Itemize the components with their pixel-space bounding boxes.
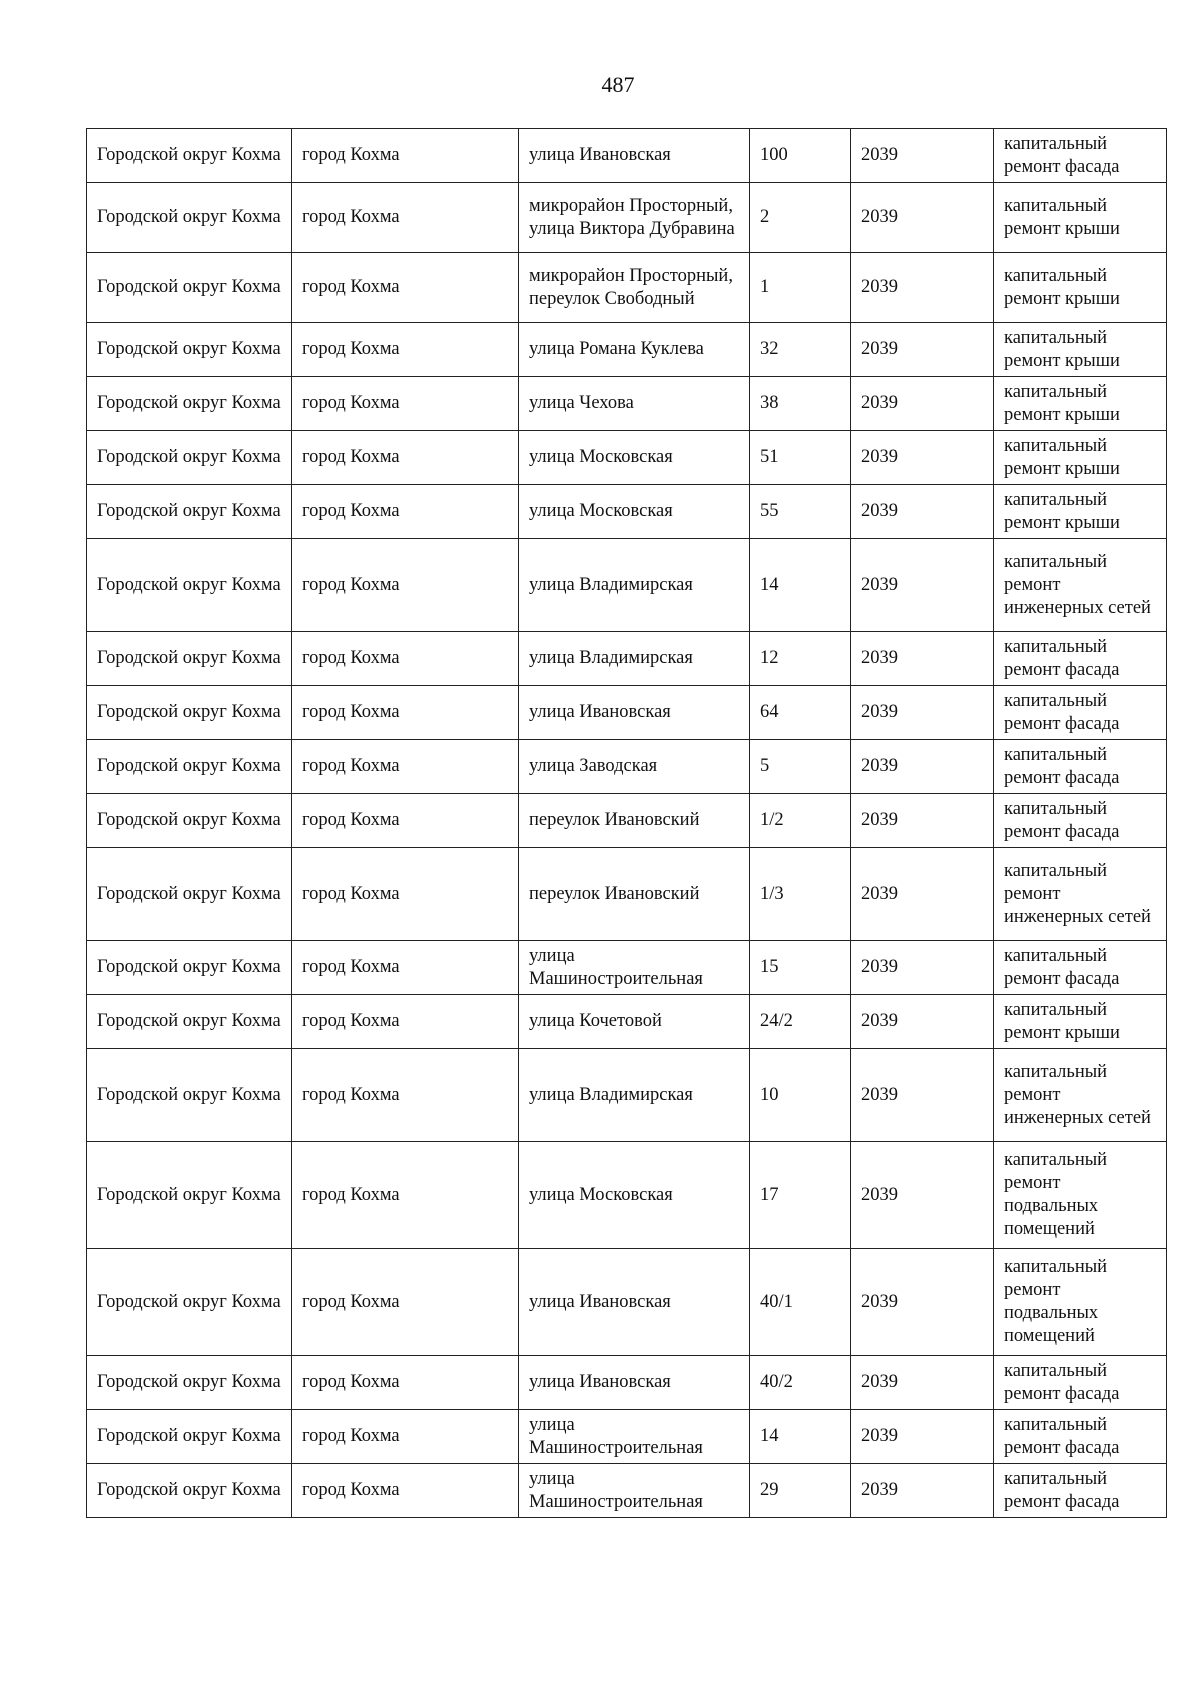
street-cell: улица Ивановская <box>519 129 750 183</box>
street-cell: улица Заводская <box>519 740 750 794</box>
year-cell: 2039 <box>851 995 994 1049</box>
settlement-cell: город Кохма <box>292 632 519 686</box>
table-row <box>87 995 1167 1049</box>
street-cell: улица Машиностроительная <box>519 1410 750 1464</box>
street-cell: улица Московская <box>519 1142 750 1249</box>
street-cell: улица Московская <box>519 431 750 485</box>
year-cell: 2039 <box>851 740 994 794</box>
work-type-cell: капитальный ремонт крыши <box>994 323 1167 377</box>
year-cell: 2039 <box>851 1410 994 1464</box>
settlement-cell: город Кохма <box>292 485 519 539</box>
district-cell: Городской округ Кохма <box>87 941 292 995</box>
work-type-cell: капитальный ремонт фасада <box>994 129 1167 183</box>
district-cell: Городской округ Кохма <box>87 1356 292 1410</box>
year-cell: 2039 <box>851 632 994 686</box>
street-cell: улица Ивановская <box>519 686 750 740</box>
street-cell: улица Ивановская <box>519 1356 750 1410</box>
year-cell: 2039 <box>851 1049 994 1142</box>
district-cell: Городской округ Кохма <box>87 848 292 941</box>
district-cell: Городской округ Кохма <box>87 485 292 539</box>
table-row <box>87 253 1167 323</box>
work-type-cell: капитальный ремонт фасада <box>994 1356 1167 1410</box>
settlement-cell: город Кохма <box>292 995 519 1049</box>
work-type-cell: капитальный ремонт фасада <box>994 740 1167 794</box>
year-cell: 2039 <box>851 1356 994 1410</box>
house-number-cell: 5 <box>750 740 851 794</box>
year-cell: 2039 <box>851 183 994 253</box>
year-cell: 2039 <box>851 377 994 431</box>
year-cell: 2039 <box>851 794 994 848</box>
district-cell: Городской округ Кохма <box>87 1049 292 1142</box>
year-cell: 2039 <box>851 323 994 377</box>
table-row <box>87 1464 1167 1518</box>
house-number-cell: 64 <box>750 686 851 740</box>
settlement-cell: город Кохма <box>292 377 519 431</box>
year-cell: 2039 <box>851 941 994 995</box>
work-type-cell: капитальный ремонт фасада <box>994 1410 1167 1464</box>
year-cell: 2039 <box>851 1142 994 1249</box>
street-cell: улица Кочетовой <box>519 995 750 1049</box>
year-cell: 2039 <box>851 539 994 632</box>
table-row <box>87 740 1167 794</box>
work-type-cell: капитальный ремонт крыши <box>994 253 1167 323</box>
settlement-cell: город Кохма <box>292 686 519 740</box>
year-cell: 2039 <box>851 686 994 740</box>
district-cell: Городской округ Кохма <box>87 686 292 740</box>
work-type-cell: капитальный ремонт фасада <box>994 794 1167 848</box>
table-row <box>87 794 1167 848</box>
street-cell: улица Машиностроительная <box>519 1464 750 1518</box>
settlement-cell: город Кохма <box>292 848 519 941</box>
house-number-cell: 15 <box>750 941 851 995</box>
district-cell: Городской округ Кохма <box>87 995 292 1049</box>
house-number-cell: 55 <box>750 485 851 539</box>
house-number-cell: 51 <box>750 431 851 485</box>
year-cell: 2039 <box>851 253 994 323</box>
district-cell: Городской округ Кохма <box>87 794 292 848</box>
house-number-cell: 40/2 <box>750 1356 851 1410</box>
page-number: 487 <box>601 72 635 97</box>
settlement-cell: город Кохма <box>292 183 519 253</box>
settlement-cell: город Кохма <box>292 253 519 323</box>
table-row <box>87 848 1167 941</box>
house-number-cell: 100 <box>750 129 851 183</box>
year-cell: 2039 <box>851 1464 994 1518</box>
settlement-cell: город Кохма <box>292 1049 519 1142</box>
street-cell: улица Владимирская <box>519 1049 750 1142</box>
work-type-cell: капитальный ремонт фасада <box>994 941 1167 995</box>
house-number-cell: 14 <box>750 539 851 632</box>
year-cell: 2039 <box>851 129 994 183</box>
house-number-cell: 32 <box>750 323 851 377</box>
street-cell: переулок Ивановский <box>519 794 750 848</box>
house-number-cell: 1/2 <box>750 794 851 848</box>
district-cell: Городской округ Кохма <box>87 1142 292 1249</box>
work-type-cell: капитальный ремонт крыши <box>994 995 1167 1049</box>
street-cell: переулок Ивановский <box>519 848 750 941</box>
district-cell: Городской округ Кохма <box>87 1249 292 1356</box>
street-cell: улица Чехова <box>519 377 750 431</box>
settlement-cell: город Кохма <box>292 740 519 794</box>
house-number-cell: 29 <box>750 1464 851 1518</box>
work-type-cell: капитальный ремонт подвальных помещений <box>994 1142 1167 1249</box>
work-type-cell: капитальный ремонт инженерных сетей <box>994 539 1167 632</box>
table-row <box>87 377 1167 431</box>
settlement-cell: город Кохма <box>292 1356 519 1410</box>
work-type-cell: капитальный ремонт крыши <box>994 431 1167 485</box>
work-type-cell: капитальный ремонт крыши <box>994 377 1167 431</box>
year-cell: 2039 <box>851 848 994 941</box>
settlement-cell: город Кохма <box>292 1464 519 1518</box>
table-row <box>87 686 1167 740</box>
table-row <box>87 323 1167 377</box>
district-cell: Городской округ Кохма <box>87 539 292 632</box>
year-cell: 2039 <box>851 485 994 539</box>
table-row <box>87 129 1167 183</box>
street-cell: микрорайон Просторный, улица Виктора Дубравина <box>519 183 750 253</box>
district-cell: Городской округ Кохма <box>87 129 292 183</box>
house-number-cell: 1 <box>750 253 851 323</box>
street-cell: улица Романа Куклева <box>519 323 750 377</box>
district-cell: Городской округ Кохма <box>87 377 292 431</box>
work-type-cell: капитальный ремонт подвальных помещений <box>994 1249 1167 1356</box>
table-row <box>87 539 1167 632</box>
district-cell: Городской округ Кохма <box>87 431 292 485</box>
street-cell: улица Московская <box>519 485 750 539</box>
year-cell: 2039 <box>851 1249 994 1356</box>
work-type-cell: капитальный ремонт фасада <box>994 686 1167 740</box>
street-cell: улица Владимирская <box>519 539 750 632</box>
street-cell: улица Ивановская <box>519 1249 750 1356</box>
table-row <box>87 1049 1167 1142</box>
street-cell: микрорайон Просторный, переулок Свободный <box>519 253 750 323</box>
house-number-cell: 10 <box>750 1049 851 1142</box>
work-type-cell: капитальный ремонт фасада <box>994 1464 1167 1518</box>
settlement-cell: город Кохма <box>292 539 519 632</box>
table-row <box>87 183 1167 253</box>
work-type-cell: капитальный ремонт крыши <box>994 485 1167 539</box>
table-row <box>87 1410 1167 1464</box>
repair-schedule-table <box>86 128 1167 1518</box>
settlement-cell: город Кохма <box>292 431 519 485</box>
district-cell: Городской округ Кохма <box>87 253 292 323</box>
settlement-cell: город Кохма <box>292 1410 519 1464</box>
house-number-cell: 17 <box>750 1142 851 1249</box>
house-number-cell: 14 <box>750 1410 851 1464</box>
table-row <box>87 632 1167 686</box>
table-row <box>87 485 1167 539</box>
table-row <box>87 1356 1167 1410</box>
work-type-cell: капитальный ремонт инженерных сетей <box>994 1049 1167 1142</box>
district-cell: Городской округ Кохма <box>87 323 292 377</box>
street-cell: улица Владимирская <box>519 632 750 686</box>
settlement-cell: город Кохма <box>292 941 519 995</box>
settlement-cell: город Кохма <box>292 323 519 377</box>
district-cell: Городской округ Кохма <box>87 632 292 686</box>
table-row <box>87 1249 1167 1356</box>
settlement-cell: город Кохма <box>292 1249 519 1356</box>
district-cell: Городской округ Кохма <box>87 1410 292 1464</box>
house-number-cell: 38 <box>750 377 851 431</box>
work-type-cell: капитальный ремонт фасада <box>994 632 1167 686</box>
street-cell: улица Машиностроительная <box>519 941 750 995</box>
house-number-cell: 12 <box>750 632 851 686</box>
house-number-cell: 1/3 <box>750 848 851 941</box>
table-body <box>87 129 1167 1518</box>
table-row <box>87 1142 1167 1249</box>
house-number-cell: 2 <box>750 183 851 253</box>
house-number-cell: 40/1 <box>750 1249 851 1356</box>
settlement-cell: город Кохма <box>292 1142 519 1249</box>
house-number-cell: 24/2 <box>750 995 851 1049</box>
district-cell: Городской округ Кохма <box>87 1464 292 1518</box>
district-cell: Городской округ Кохма <box>87 183 292 253</box>
table-row <box>87 941 1167 995</box>
work-type-cell: капитальный ремонт крыши <box>994 183 1167 253</box>
settlement-cell: город Кохма <box>292 794 519 848</box>
table-row <box>87 431 1167 485</box>
year-cell: 2039 <box>851 431 994 485</box>
settlement-cell: город Кохма <box>292 129 519 183</box>
work-type-cell: капитальный ремонт инженерных сетей <box>994 848 1167 941</box>
district-cell: Городской округ Кохма <box>87 740 292 794</box>
